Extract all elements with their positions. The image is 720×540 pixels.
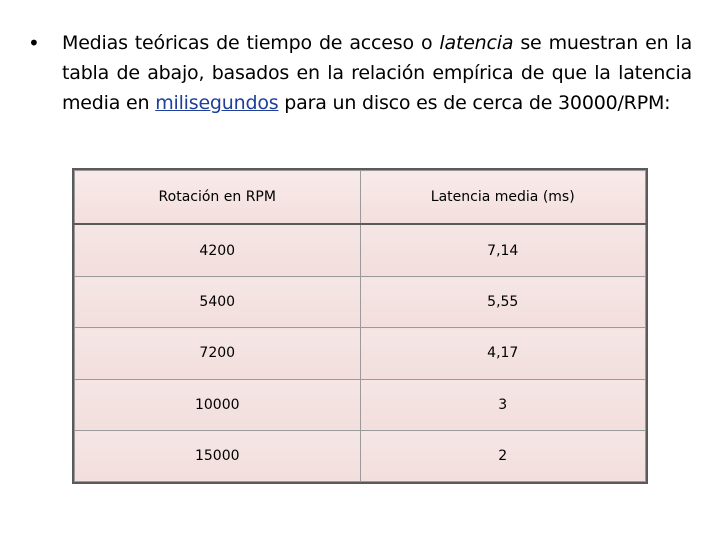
table-header-row (75, 171, 646, 225)
table-row (75, 224, 646, 277)
paragraph-text-part-1: Medias teóricas de tiempo de acceso o (62, 32, 440, 54)
table-row (75, 277, 646, 328)
cell-latency: 3 (360, 379, 646, 430)
table-row (75, 328, 646, 379)
cell-rpm: 4200 (75, 224, 361, 277)
table-row (75, 379, 646, 430)
cell-latency: 5,55 (360, 277, 646, 328)
cell-rpm: 5400 (75, 277, 361, 328)
cell-latency: 2 (360, 430, 646, 481)
cell-rpm: 7200 (75, 328, 361, 379)
cell-rpm: 10000 (75, 379, 361, 430)
bullet-mark: • (28, 31, 40, 55)
cell-latency: 4,17 (360, 328, 646, 379)
bullet-paragraph (28, 28, 692, 118)
cell-latency: 7,14 (360, 224, 646, 277)
paragraph-text-part-2: se muestran en la tabla de abajo, basados en la relación empírica de que la latencia media en (62, 32, 693, 114)
paragraph-text (62, 28, 692, 118)
milisegundos-link[interactable]: milisegundos (155, 92, 279, 114)
cell-rpm: 15000 (75, 430, 361, 481)
italic-term-latencia: latencia (439, 32, 514, 54)
paragraph-text-part-3: para un disco es de cerca de 30000/RPM: (278, 92, 671, 114)
latency-table (74, 170, 646, 482)
header-rpm: Rotación en RPM (75, 171, 361, 225)
header-latency: Latencia media (ms) (360, 171, 646, 225)
table-row (75, 430, 646, 481)
latency-table-container (72, 168, 648, 484)
